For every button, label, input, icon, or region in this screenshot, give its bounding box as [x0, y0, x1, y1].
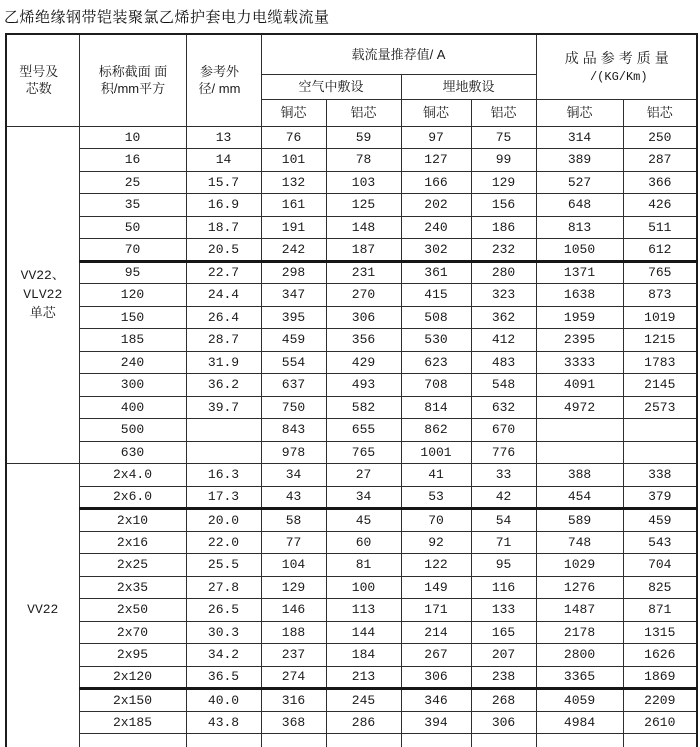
table-cell: 2x95 — [79, 644, 186, 667]
table-row — [6, 194, 697, 217]
table-cell: 13 — [186, 126, 261, 149]
table-cell: 1050 — [536, 239, 623, 262]
table-cell: 25 — [79, 171, 186, 194]
table-cell: 388 — [536, 464, 623, 487]
table-cell: 103 — [326, 171, 401, 194]
header-buried-copper: 铜芯 — [401, 99, 471, 126]
table-row — [6, 216, 697, 239]
table-cell: 2x25 — [79, 554, 186, 577]
table-cell: 92 — [401, 531, 471, 554]
table-cell: 113 — [326, 599, 401, 622]
table-row-cutoff — [6, 734, 697, 747]
table-cell: 268 — [471, 689, 536, 712]
table-row — [6, 351, 697, 374]
header-air-aluminum: 铝芯 — [326, 99, 401, 126]
table-cell: 20.0 — [186, 509, 261, 532]
table-cell: 43.8 — [186, 711, 261, 734]
table-cell: 34 — [326, 486, 401, 509]
table-cell: 144 — [326, 621, 401, 644]
table-cell: 637 — [261, 374, 326, 397]
table-row — [6, 711, 697, 734]
table-cell: 3365 — [536, 666, 623, 689]
table-cell: 188 — [261, 621, 326, 644]
header-mass-aluminum: 铝芯 — [623, 99, 697, 126]
table-cell: 24.4 — [186, 284, 261, 307]
table-cell: 50 — [79, 216, 186, 239]
table-cell: 15.7 — [186, 171, 261, 194]
table-cell: 245 — [326, 689, 401, 712]
table-cell: 171 — [401, 599, 471, 622]
table-cell: 133 — [471, 599, 536, 622]
table-cell: 814 — [401, 396, 471, 419]
table-row — [6, 126, 697, 149]
table-cell: 2x70 — [79, 621, 186, 644]
table-row — [6, 329, 697, 352]
table-row — [6, 486, 697, 509]
table-cell: 2395 — [536, 329, 623, 352]
table-row — [6, 576, 697, 599]
table-cell: 213 — [326, 666, 401, 689]
table-cell: 34.2 — [186, 644, 261, 667]
table-cell: 314 — [536, 126, 623, 149]
table-cell: 2145 — [623, 374, 697, 397]
table-cell: 873 — [623, 284, 697, 307]
table-cell — [326, 734, 401, 747]
table-cell: 511 — [623, 216, 697, 239]
table-cell: 306 — [471, 711, 536, 734]
table-cell: 207 — [471, 644, 536, 667]
table-cell: 101 — [261, 149, 326, 172]
table-cell: 16 — [79, 149, 186, 172]
table-cell: 22.7 — [186, 261, 261, 284]
table-cell: 1869 — [623, 666, 697, 689]
table-cell: 122 — [401, 554, 471, 577]
table-cell: 415 — [401, 284, 471, 307]
table-cell: 42 — [471, 486, 536, 509]
table-cell: 40.0 — [186, 689, 261, 712]
table-cell — [623, 441, 697, 464]
table-cell: 2x10 — [79, 509, 186, 532]
table-cell — [536, 419, 623, 442]
table-cell: 238 — [471, 666, 536, 689]
table-cell: 748 — [536, 531, 623, 554]
table-cell: 2x120 — [79, 666, 186, 689]
table-cell: 17.3 — [186, 486, 261, 509]
table-cell: 1959 — [536, 306, 623, 329]
table-cell: 36.5 — [186, 666, 261, 689]
table-cell: 27.8 — [186, 576, 261, 599]
table-cell: 10 — [79, 126, 186, 149]
table-cell: 368 — [261, 711, 326, 734]
table-cell: 4091 — [536, 374, 623, 397]
table-cell: 148 — [326, 216, 401, 239]
table-cell: 1019 — [623, 306, 697, 329]
table-cell: 412 — [471, 329, 536, 352]
table-row — [6, 531, 697, 554]
table-cell: 16.3 — [186, 464, 261, 487]
table-cell: 1029 — [536, 554, 623, 577]
table-cell — [623, 734, 697, 747]
table-cell: 389 — [536, 149, 623, 172]
table-cell: 394 — [401, 711, 471, 734]
table-row — [6, 599, 697, 622]
table-cell: 2x50 — [79, 599, 186, 622]
table-cell: 1371 — [536, 261, 623, 284]
table-cell: 2610 — [623, 711, 697, 734]
table-cell: 306 — [401, 666, 471, 689]
table-row — [6, 554, 697, 577]
table-cell: 231 — [326, 261, 401, 284]
table-cell: 185 — [79, 329, 186, 352]
table-cell: 2178 — [536, 621, 623, 644]
table-cell: 242 — [261, 239, 326, 262]
table-row — [6, 441, 697, 464]
table-cell: 527 — [536, 171, 623, 194]
table-cell: 366 — [623, 171, 697, 194]
table-cell — [536, 441, 623, 464]
table-row — [6, 149, 697, 172]
table-cell: 31.9 — [186, 351, 261, 374]
table-cell: 156 — [471, 194, 536, 217]
table-cell: 60 — [326, 531, 401, 554]
table-cell: 2x16 — [79, 531, 186, 554]
table-cell: 500 — [79, 419, 186, 442]
header-mass-copper: 铜芯 — [536, 99, 623, 126]
table-cell: 298 — [261, 261, 326, 284]
table-cell: 81 — [326, 554, 401, 577]
table-cell: 53 — [401, 486, 471, 509]
table-cell — [401, 734, 471, 747]
table-cell: 20.5 — [186, 239, 261, 262]
table-cell: 655 — [326, 419, 401, 442]
table-cell: 648 — [536, 194, 623, 217]
table-cell: 302 — [401, 239, 471, 262]
table-cell: 184 — [326, 644, 401, 667]
table-cell: 483 — [471, 351, 536, 374]
table-cell: 104 — [261, 554, 326, 577]
header-product-mass-group — [536, 34, 697, 99]
table-cell: 1487 — [536, 599, 623, 622]
table-row — [6, 374, 697, 397]
table-cell: 78 — [326, 149, 401, 172]
table-cell: 95 — [79, 261, 186, 284]
table-body — [6, 126, 697, 747]
table-cell: 191 — [261, 216, 326, 239]
table-cell: 186 — [471, 216, 536, 239]
table-cell: 132 — [261, 171, 326, 194]
table-cell: 75 — [471, 126, 536, 149]
table-cell: 120 — [79, 284, 186, 307]
table-row — [6, 509, 697, 532]
table-cell: 400 — [79, 396, 186, 419]
table-cell: 267 — [401, 644, 471, 667]
table-cell: 1001 — [401, 441, 471, 464]
table-cell: 2x35 — [79, 576, 186, 599]
table-cell: 35 — [79, 194, 186, 217]
table-cell: 843 — [261, 419, 326, 442]
table-cell: 54 — [471, 509, 536, 532]
table-cell: 129 — [471, 171, 536, 194]
table-cell: 813 — [536, 216, 623, 239]
table-cell: 232 — [471, 239, 536, 262]
table-cell: 240 — [79, 351, 186, 374]
table-cell: 776 — [471, 441, 536, 464]
table-cell: 99 — [471, 149, 536, 172]
table-cell: 379 — [623, 486, 697, 509]
table-header — [6, 34, 697, 126]
table-cell: 30.3 — [186, 621, 261, 644]
table-cell: 125 — [326, 194, 401, 217]
table-cell: 429 — [326, 351, 401, 374]
table-cell: 346 — [401, 689, 471, 712]
table-cell: 187 — [326, 239, 401, 262]
header-nominal-section: 标称截面 面积/mm平方 — [79, 34, 186, 126]
table-cell: 18.7 — [186, 216, 261, 239]
table-row — [6, 284, 697, 307]
section-label-vv22: VV22 — [6, 464, 79, 747]
table-cell: 22.0 — [186, 531, 261, 554]
table-cell: 1638 — [536, 284, 623, 307]
table-cell: 589 — [536, 509, 623, 532]
table-cell: 347 — [261, 284, 326, 307]
table-cell: 2209 — [623, 689, 697, 712]
table-cell: 871 — [623, 599, 697, 622]
table-cell: 100 — [326, 576, 401, 599]
table-cell: 129 — [261, 576, 326, 599]
table-cell: 97 — [401, 126, 471, 149]
header-product-mass-unit: /(KG/Km) — [589, 70, 648, 85]
header-buried: 埋地敷设 — [401, 74, 536, 99]
table-cell: 3333 — [536, 351, 623, 374]
table-cell: 166 — [401, 171, 471, 194]
table-cell: 543 — [623, 531, 697, 554]
table-cell: 2x4.0 — [79, 464, 186, 487]
header-product-mass-title: 成品参考质量 — [564, 50, 673, 67]
table-cell: 2x150 — [79, 689, 186, 712]
table-cell: 2x6.0 — [79, 486, 186, 509]
table-cell — [261, 734, 326, 747]
table-cell: 632 — [471, 396, 536, 419]
table-cell: 14 — [186, 149, 261, 172]
table-row — [6, 239, 697, 262]
table-cell: 28.7 — [186, 329, 261, 352]
table-cell: 1315 — [623, 621, 697, 644]
table-cell — [79, 734, 186, 747]
table-cell: 34 — [261, 464, 326, 487]
table-cell: 306 — [326, 306, 401, 329]
table-cell: 454 — [536, 486, 623, 509]
table-cell: 356 — [326, 329, 401, 352]
table-cell: 395 — [261, 306, 326, 329]
table-cell: 493 — [326, 374, 401, 397]
header-current-rating-group: 载流量推荐值/ A — [261, 34, 536, 74]
table-cell: 77 — [261, 531, 326, 554]
table-cell: 459 — [623, 509, 697, 532]
table-cell: 1626 — [623, 644, 697, 667]
header-buried-aluminum: 铝芯 — [471, 99, 536, 126]
table-cell: 2573 — [623, 396, 697, 419]
table-cell: 426 — [623, 194, 697, 217]
section-label-vv22-vlv22: VV22、 VLV22 单芯 — [6, 126, 79, 464]
table-cell: 630 — [79, 441, 186, 464]
table-cell: 71 — [471, 531, 536, 554]
table-cell: 39.7 — [186, 396, 261, 419]
table-cell: 362 — [471, 306, 536, 329]
table-cell: 16.9 — [186, 194, 261, 217]
table-cell: 1276 — [536, 576, 623, 599]
table-row — [6, 261, 697, 284]
header-model-cores: 型号及芯数 — [6, 34, 79, 126]
table-cell: 165 — [471, 621, 536, 644]
table-cell: 59 — [326, 126, 401, 149]
table-cell: 116 — [471, 576, 536, 599]
table-row — [6, 419, 697, 442]
header-laid-in-air: 空气中敷设 — [261, 74, 401, 99]
table-cell: 708 — [401, 374, 471, 397]
table-cell: 76 — [261, 126, 326, 149]
table-cell: 127 — [401, 149, 471, 172]
table-cell: 765 — [623, 261, 697, 284]
table-cell: 554 — [261, 351, 326, 374]
table-cell: 41 — [401, 464, 471, 487]
table-cell: 2x185 — [79, 711, 186, 734]
table-cell: 27 — [326, 464, 401, 487]
table-cell: 146 — [261, 599, 326, 622]
table-cell: 4984 — [536, 711, 623, 734]
table-cell — [471, 734, 536, 747]
table-row — [6, 689, 697, 712]
table-cell: 300 — [79, 374, 186, 397]
table-cell: 4972 — [536, 396, 623, 419]
table-cell: 316 — [261, 689, 326, 712]
table-row — [6, 306, 697, 329]
table-cell — [186, 441, 261, 464]
table-cell: 825 — [623, 576, 697, 599]
table-cell — [186, 734, 261, 747]
table-cell: 2800 — [536, 644, 623, 667]
table-cell: 150 — [79, 306, 186, 329]
table-cell: 270 — [326, 284, 401, 307]
table-cell: 750 — [261, 396, 326, 419]
table-cell: 704 — [623, 554, 697, 577]
table-cell: 459 — [261, 329, 326, 352]
table-cell: 70 — [79, 239, 186, 262]
table-row — [6, 396, 697, 419]
table-cell: 161 — [261, 194, 326, 217]
table-cell: 978 — [261, 441, 326, 464]
table-cell: 95 — [471, 554, 536, 577]
table-cell: 33 — [471, 464, 536, 487]
table-cell: 36.2 — [186, 374, 261, 397]
table-cell: 287 — [623, 149, 697, 172]
table-cell: 670 — [471, 419, 536, 442]
table-cell: 237 — [261, 644, 326, 667]
table-cell: 286 — [326, 711, 401, 734]
table-row — [6, 621, 697, 644]
table-cell — [186, 419, 261, 442]
table-cell: 58 — [261, 509, 326, 532]
table-cell: 43 — [261, 486, 326, 509]
table-row — [6, 464, 697, 487]
table-cell: 582 — [326, 396, 401, 419]
table-cell: 70 — [401, 509, 471, 532]
table-row — [6, 666, 697, 689]
table-cell: 323 — [471, 284, 536, 307]
header-row-1 — [6, 34, 697, 74]
table-cell: 26.5 — [186, 599, 261, 622]
table-cell: 240 — [401, 216, 471, 239]
table-cell: 26.4 — [186, 306, 261, 329]
table-cell: 530 — [401, 329, 471, 352]
table-cell: 214 — [401, 621, 471, 644]
table-row — [6, 171, 697, 194]
table-cell: 338 — [623, 464, 697, 487]
table-row — [6, 644, 697, 667]
table-cell: 4059 — [536, 689, 623, 712]
table-cell: 280 — [471, 261, 536, 284]
table-cell: 862 — [401, 419, 471, 442]
table-cell: 612 — [623, 239, 697, 262]
table-cell: 45 — [326, 509, 401, 532]
table-cell: 274 — [261, 666, 326, 689]
table-cell: 361 — [401, 261, 471, 284]
table-cell: 1783 — [623, 351, 697, 374]
cable-ampacity-table — [5, 33, 698, 747]
table-cell: 623 — [401, 351, 471, 374]
document-title: 乙烯绝缘钢带铠装聚氯乙烯护套电力电缆载流量 — [4, 9, 330, 26]
table-cell: 149 — [401, 576, 471, 599]
table-cell: 25.5 — [186, 554, 261, 577]
table-cell: 1215 — [623, 329, 697, 352]
table-cell: 548 — [471, 374, 536, 397]
table-cell — [623, 419, 697, 442]
table-cell: 202 — [401, 194, 471, 217]
table-cell: 765 — [326, 441, 401, 464]
table-cell — [536, 734, 623, 747]
header-outer-diameter: 参考外径/ mm — [186, 34, 261, 126]
table-cell: 250 — [623, 126, 697, 149]
header-air-copper: 铜芯 — [261, 99, 326, 126]
table-cell: 508 — [401, 306, 471, 329]
